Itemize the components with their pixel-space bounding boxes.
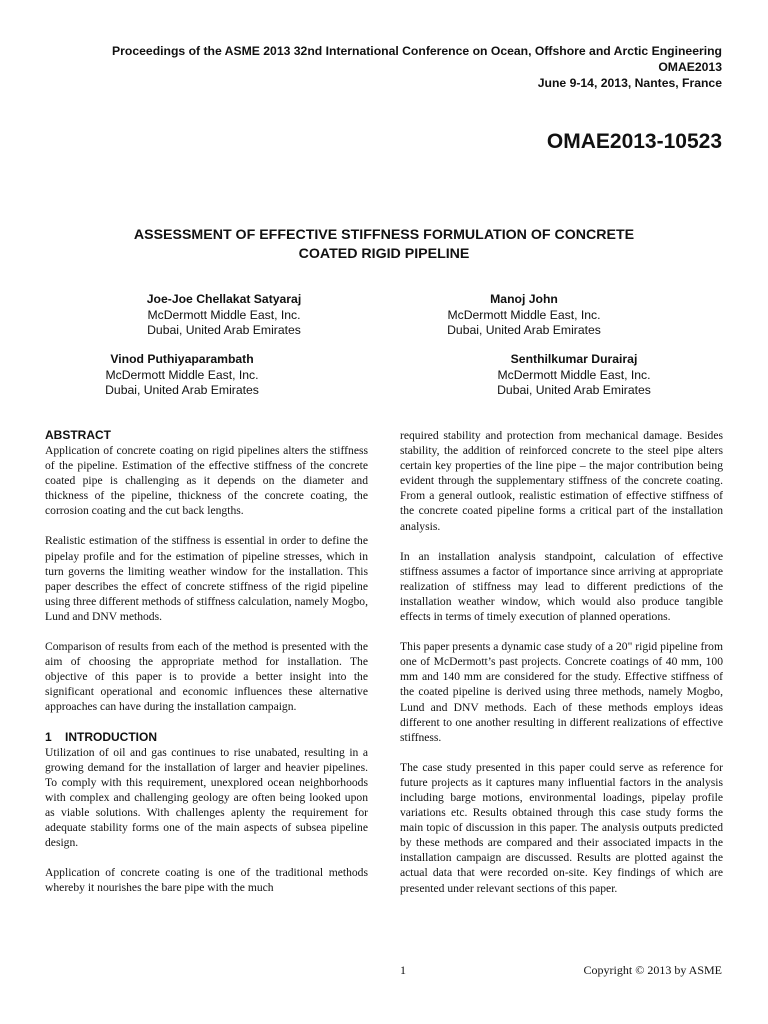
paper-title	[84, 226, 684, 264]
conference-header	[42, 43, 722, 91]
author-affiliation: McDermott Middle East, Inc.	[497, 367, 651, 382]
right-paragraph-3: This paper presents a dynamic case study of a 20" rigid pipeline from one of McDermott’s past projects. Concrete coatings of 40 mm, 100 mm and 140 mm are considered for the study. Effective stiffness of the coated pipeline is derived using three methods, namely Mogbo, Lund and DNV methods. Each of these methods employs ideas different to one another resulting in different realizations of effective stiffness.	[400, 640, 723, 744]
conference-acronym: OMAE2013	[658, 60, 722, 74]
title-line-2: COATED RIGID PIPELINE	[298, 246, 470, 262]
author-name: Vinod Puthiyaparambath	[110, 352, 254, 366]
author-name: Joe-Joe Chellakat Satyaraj	[146, 292, 302, 306]
abstract-heading: ABSTRACT	[45, 428, 111, 442]
copyright-notice: Copyright © 2013 by ASME	[583, 963, 722, 977]
right-column	[400, 428, 723, 911]
page-number: 1	[400, 963, 406, 977]
introduction-paragraph-1: Utilization of oil and gas continues to rise unabated, resulting in a growing demand for the installation of larger and heavier pipelines. To comply with this requirement, unexplored ocean neighborhoods with complex and challenging geology are often being looked upon as viable solutions. With challenges aplenty the requirement for adequate stability forms one of the main aspects of subsea pipeline design.	[45, 745, 368, 850]
right-paragraph-2: In an installation analysis standpoint, calculation of effective stiffness assumes a factor of importance since arriving at appropriate realization of stiffness may lead to different predictions of the installation weather window, which would also produce tangible effects in terms of timely execution of planned operations.	[400, 549, 723, 624]
introduction-paragraph-2: Application of concrete coating is one of the traditional methods whereby it nourishes the bare pipe with the much	[45, 866, 368, 895]
introduction-heading: 1 INTRODUCTION	[45, 729, 158, 744]
abstract-paragraph-1: Application of concrete coating on rigid pipelines alters the stiffness of the pipeline. Estimation of the effective stiffness of the concrete coated pipe is challenging as it depends on the diameter and thickness of the pipeline, thickness of the concrete coating, the corrosion coating and the cut back lengths.	[45, 444, 368, 518]
author-location: Dubai, United Arab Emirates	[447, 323, 601, 337]
author-location: Dubai, United Arab Emirates	[105, 383, 259, 397]
author-affiliation: McDermott Middle East, Inc.	[447, 307, 601, 322]
abstract-paragraph-3: Comparison of results from each of the method is presented with the aim of choosing the appropriate method for installation. The objective of this paper is to provide a better insight into the significant operational and economic influences these alternative approaches can have during the installation campaign.	[45, 640, 368, 714]
paper-id: OMAE2013-10523	[546, 130, 722, 153]
author-location: Dubai, United Arab Emirates	[147, 323, 301, 337]
conference-name: Proceedings of the ASME 2013 32nd International Conference on Ocean, Offshore and Arctic Engineering	[112, 44, 722, 58]
left-column	[45, 428, 368, 910]
author-affiliation: McDermott Middle East, Inc.	[147, 307, 301, 322]
author-block-3	[72, 352, 292, 399]
title-line-1: ASSESSMENT OF EFFECTIVE STIFFNESS FORMULATION OF CONCRETE	[133, 227, 635, 243]
author-block-2	[414, 292, 634, 339]
author-name: Senthilkumar Durairaj	[510, 352, 638, 366]
abstract-paragraph-2: Realistic estimation of the stiffness is essential in order to define the pipelay profile and for the estimation of pipeline stresses, which in turn governs the limiting weather window for the installation. This paper describes the effect of concrete stiffness of the rigid pipeline using three different methods of stiffness calculation, namely Mogbo, Lund and DNV methods.	[45, 534, 368, 623]
conference-dates: June 9-14, 2013, Nantes, France	[537, 76, 722, 90]
author-name: Manoj John	[490, 292, 558, 306]
right-paragraph-1: required stability and protection from mechanical damage. Besides stability, the addition of reinforced concrete to the steel pipe alters certain key properties of the line pipe – the major contribution being evident through the supplementary stiffness of the concrete coating. From a general outlook, realistic estimation of effective stiffness of the concrete coated pipeline forms a critical part of the installation analysis.	[400, 429, 723, 533]
author-affiliation: McDermott Middle East, Inc.	[105, 367, 259, 382]
author-location: Dubai, United Arab Emirates	[497, 383, 651, 397]
author-block-4	[464, 352, 684, 399]
right-paragraph-4: The case study presented in this paper could serve as reference for future projects as it captures many influential factors in the analysis including barge motions, environmental loadings, pipelay profile variations etc. Results obtained through this case study forms the main topic of discussion in this paper. The analysis outputs predicted by these methods are compared and their associated impacts in the installation campaign are discussed. Results are plotted against the actual data that were recorded on-site. Key findings of which are presented under relevant sections of this paper.	[400, 760, 723, 895]
author-block-1	[114, 292, 334, 339]
